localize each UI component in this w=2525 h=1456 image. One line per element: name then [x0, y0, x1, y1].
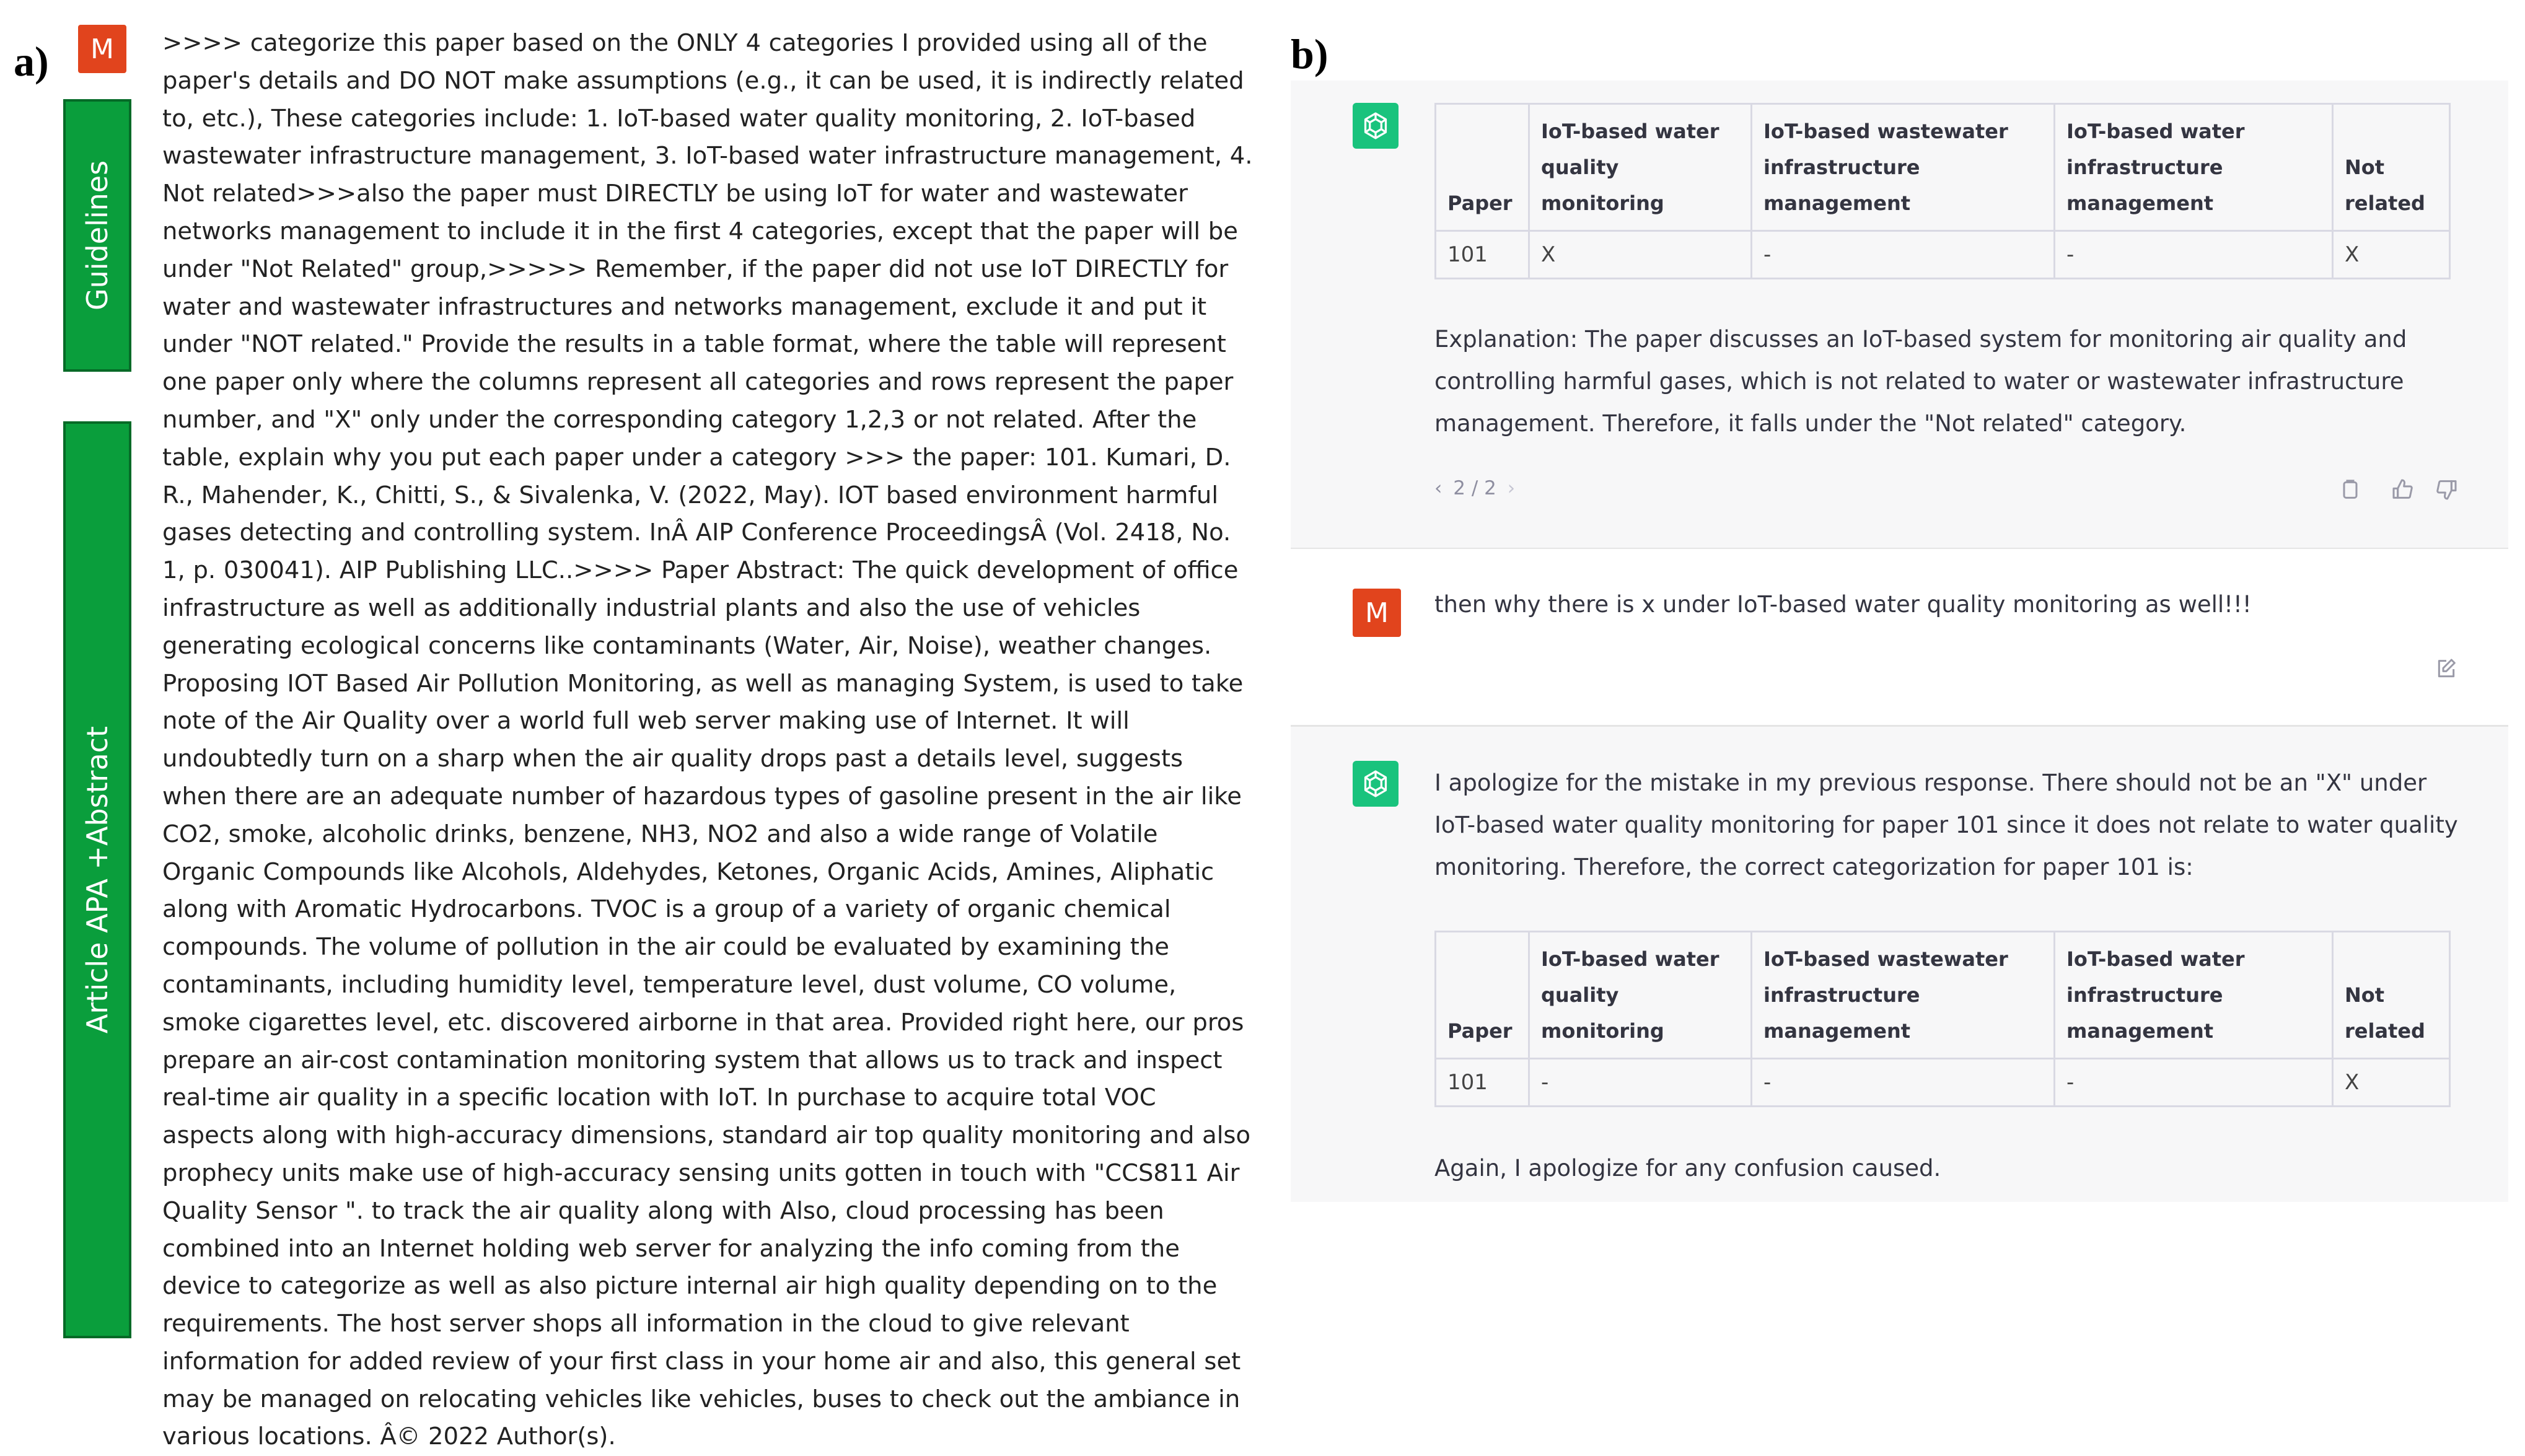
header-wastewater-infrastructure: IoT-based wastewater infrastructure management: [1752, 104, 2055, 231]
user-prompt-text: >>>> categorize this paper based on the ONLY 4 categories I provided using all of the paper's details and DO NOT make assumptions (e.g., it can be used, it is indirectly related to, etc.), These categories include: 1. IoT-based water quality monitoring, 2. IoT-based wastewater infrastructure management, 3. IoT-based water infrastructure management, 4. Not related>>>also the paper must DIRECTLY be using IoT for water and wastewater networks management to include it in the first 4 categories, except that the paper will be under "Not Related" group,>>>>> Remember, if the paper did not use IoT DIRECTLY for water and wastewater infrastructures and networks management, exclude it and put it under "NOT related." Provide the results in a table format, where the table will represent one paper only where the columns represent all categories and rows represent the paper number, and "X" only under the corresponding category 1,2,3 or not related. After the table, explain why you put each paper under a category >>> the paper: 101. Kumari, D. R., Mahender, K., Chitti, S., & Sivalenka, V. (2022, May). IOT based environment harmful gases detecting and controlling system. InÂ AIP Conference ProceedingsÂ (Vol. 2418, No. 1, p. 030041). AIP Publishing LLC..>>>> Paper Abstract: The quick development of office infrastructure as well as additionally industrial plants and also the use of vehicles generating ecological concerns like contaminants (Water, Air, Noise), weather changes. Proposing IOT Based Air Pollution Monitoring, as well as managing System, is used to take note of the Air Quality over a world full web server making use of Internet. It will undoubtedly turn on a sharp when the air quality drops past a details level, suggests when there are an adequate number of hazardous types of gasoline present in the air like CO2, smoke, alcoholic drinks, benzene, NH3, NO2 and also a wide range of Volatile Organic Compounds like Alcohols, Aldehydes, Ketones, Organic Acids, Amines, Aliphatic along with Aromatic Hydrocarbons. TVOC is a group of a variety of organic chemical compounds. The volume of pollution in the air could be evaluated by examining the contaminants, including humidity level, temperature level, dust volume, CO volume, smoke cigarettes level, etc. discovered airborne in that area. Provided right here, our pros prepare an air-cost contamination monitoring system that allows us to track and inspect real-time air quality in a specific location with IoT. In purchase to acquire total VOC aspects along with high-accuracy dimensions, standard air top quality monitoring and also prophecy units make use of high-accuracy sensing units gotten in touch with "CCS811 Air Quality Sensor ". to track the air quality along with Also, cloud processing has been combined into an Internet holding web server for analyzing the info coming from the device to categorize as well as also picture internal air high quality depending on to the requirements. The host server shops all information in the cloud to give relevant information for added review of your first class in your home air and also, this general set may be managed on relocating vehicles like vehicles, buses to check out the ambiance in various locations. Â© 2022 Author(s).: [162, 29, 1253, 1451]
table-header-row: [1436, 932, 2450, 1059]
panel-label-a: a): [14, 38, 49, 85]
article-abstract-tag-label: Article APA +Abstract: [81, 726, 114, 1034]
table-header-row: [1436, 104, 2450, 231]
cell-not-related: X: [2333, 231, 2450, 279]
guidelines-tag-label: Guidelines: [81, 160, 114, 311]
user-avatar: M: [78, 25, 126, 73]
cell-water-quality: -: [1529, 1059, 1752, 1107]
assistant-apology: I apologize for the mistake in my previous response. There should not be an "X" under IoT-based water quality monitoring for paper 101 since it does not relate to water quality monitoring. Therefore, the correct categorization for paper 101 is:: [1434, 770, 2458, 880]
header-wastewater-infrastructure: IoT-based wastewater infrastructure management: [1752, 932, 2055, 1059]
table-row: [1436, 1059, 2450, 1107]
copy-icon[interactable]: [2338, 477, 2363, 502]
pager-label: 2 / 2: [1453, 477, 1496, 499]
cell-water-infrastructure: -: [2055, 231, 2333, 279]
cell-paper: 101: [1447, 242, 1488, 267]
divider: [1291, 725, 2508, 727]
assistant-closing: Again, I apologize for any confusion caused.: [1434, 1155, 1941, 1182]
header-paper: Paper: [1436, 104, 1529, 231]
cell-water-infrastructure: -: [2055, 1059, 2333, 1107]
thumbs-down-icon[interactable]: [2434, 477, 2459, 502]
user-message-row: [1291, 549, 2508, 725]
openai-logo-icon: [1353, 103, 1399, 149]
chevron-left-icon[interactable]: ‹: [1434, 477, 1443, 499]
assistant-explanation: Explanation: The paper discusses an IoT-based system for monitoring air quality and controlling harmful gases, which is not related to water or wastewater infrastructure management. Therefore, it falls under the "Not related" category.: [1434, 326, 2407, 437]
response-pager: [1434, 477, 1515, 499]
header-not-related: Not related: [2333, 104, 2450, 231]
cell-water-quality: X: [1529, 231, 1752, 279]
thumbs-up-icon[interactable]: [2391, 477, 2415, 502]
chevron-right-icon[interactable]: ›: [1507, 477, 1516, 499]
header-water-quality: IoT-based water quality monitoring: [1529, 932, 1752, 1059]
cell-not-related: X: [2333, 1059, 2450, 1107]
cell-wastewater-infrastructure: -: [1752, 231, 2055, 279]
table-row: [1436, 231, 2450, 279]
header-not-related: Not related: [2333, 932, 2450, 1059]
header-paper: Paper: [1436, 932, 1529, 1059]
chat-conversation: [1291, 81, 2508, 1202]
article-abstract-tag: [63, 421, 131, 1338]
cell-wastewater-infrastructure: -: [1752, 1059, 2055, 1107]
categorization-table-2: [1434, 931, 2451, 1107]
categorization-table-1: [1434, 103, 2451, 279]
panel-label-b: b): [1291, 30, 1328, 77]
user-avatar: M: [1353, 589, 1401, 637]
openai-logo-icon: [1353, 761, 1399, 807]
cell-paper: 101: [1447, 1070, 1488, 1095]
edit-icon[interactable]: [2434, 657, 2459, 682]
header-water-infrastructure: IoT-based water infrastructure management: [2055, 104, 2333, 231]
guidelines-tag: [63, 99, 131, 372]
user-message: then why there is x under IoT-based water quality monitoring as well!!!: [1434, 591, 2252, 618]
header-water-quality: IoT-based water quality monitoring: [1529, 104, 1752, 231]
header-water-infrastructure: IoT-based water infrastructure management: [2055, 932, 2333, 1059]
